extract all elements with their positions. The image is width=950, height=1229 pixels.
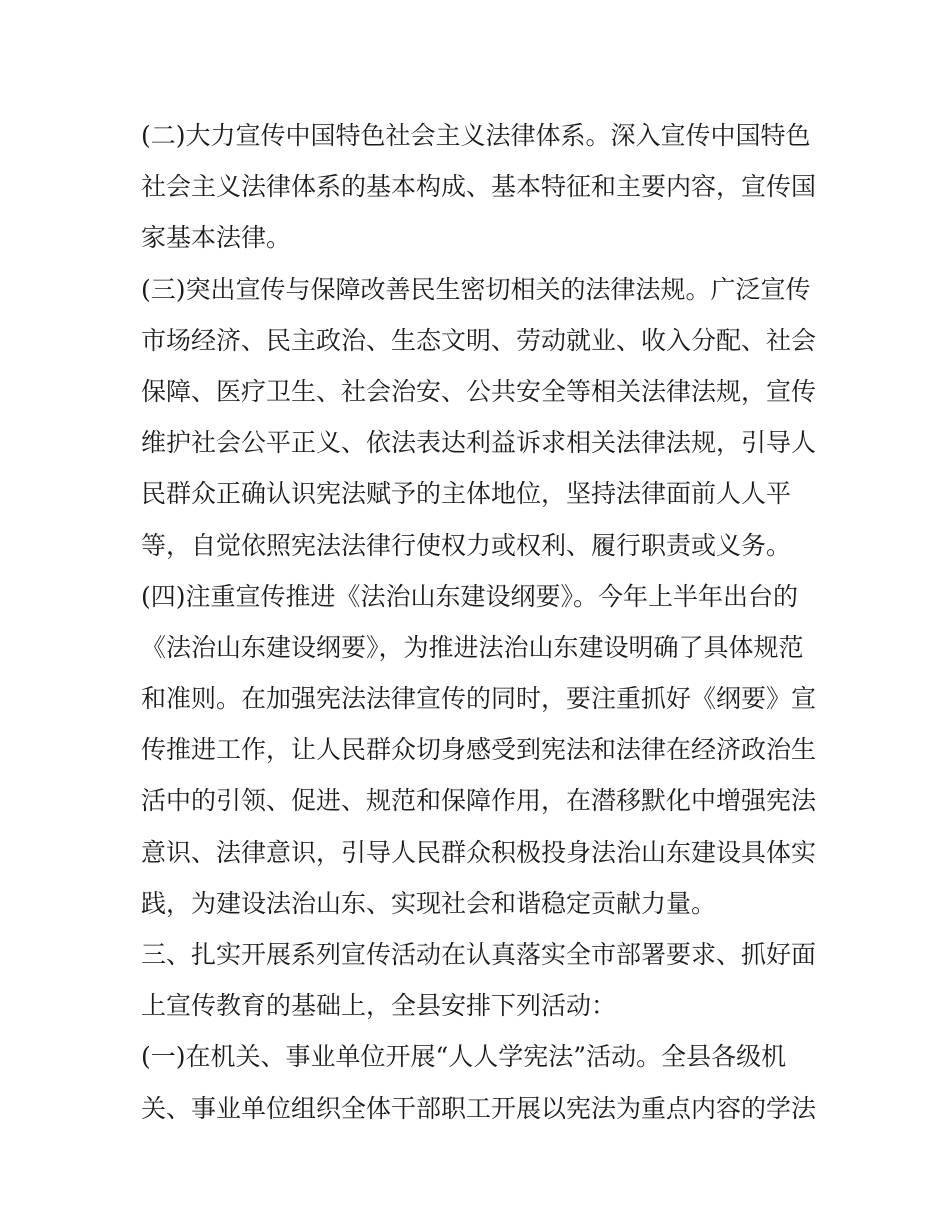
text-line-14: 活中的引领、促进、规范和保障作用，在潜移默化中增强宪法 [141,786,817,816]
text-line-16: 践，为建设法治山东、实现社会和谐稳定贡献力量。 [141,888,717,918]
text-line-1: (二)大力宣传中国特色社会主义法律体系。深入宣传中国特色 [141,121,811,150]
text-line-18: 上宣传教育的基础上，全县安排下列活动： [141,991,617,1021]
text-line-15: 意识、法律意识，引导人民群众积极投身法治山东建设具体实 [141,837,817,867]
text-line-3: 家基本法律。 [141,223,292,253]
text-line-8: 民群众正确认识宪法赋予的主体地位，坚持法律面前人人平 [141,479,792,509]
text-line-11: 《法治山东建设纲要》，为推进法治山东建设明确了具体规范 [141,632,804,662]
text-line-20: 关、事业单位组织全体干部职工开展以宪法为重点内容的学法 [141,1093,817,1123]
text-line-13: 传推进工作，让人民群众切身感受到宪法和法律在经济政治生 [141,735,817,765]
text-line-7: 维护社会公平正义、依法表达利益诉求相关法律法规，引导人 [141,428,817,458]
text-line-10: (四)注重宣传推进《法治山东建设纲要》。今年上半年出台的 [141,581,799,611]
body-text [141,110,821,1134]
text-line-17: 三、扎实开展系列宣传活动在认真落实全市部署要求、抓好面 [141,940,817,969]
text-line-19: (一)在机关、事业单位开展“人人学宪法”活动。全县各级机 [141,1042,787,1072]
text-line-2: 社会主义法律体系的基本构成、基本特征和主要内容，宣传国 [141,172,817,202]
text-line-6: 保障、医疗卫生、社会治安、公共安全等相关法律法规，宣传 [141,376,817,406]
text-line-4: (三)突出宣传与保障改善民生密切相关的法律法规。广泛宣传 [141,274,811,304]
text-line-9: 等，自觉依照宪法法律行使权力或权利、履行职责或义务。 [141,530,792,560]
text-line-5: 市场经济、民主政治、生态文明、劳动就业、收入分配、社会 [141,325,817,355]
text-line-12: 和准则。在加强宪法法律宣传的同时，要注重抓好《纲要》宣 [141,684,817,714]
